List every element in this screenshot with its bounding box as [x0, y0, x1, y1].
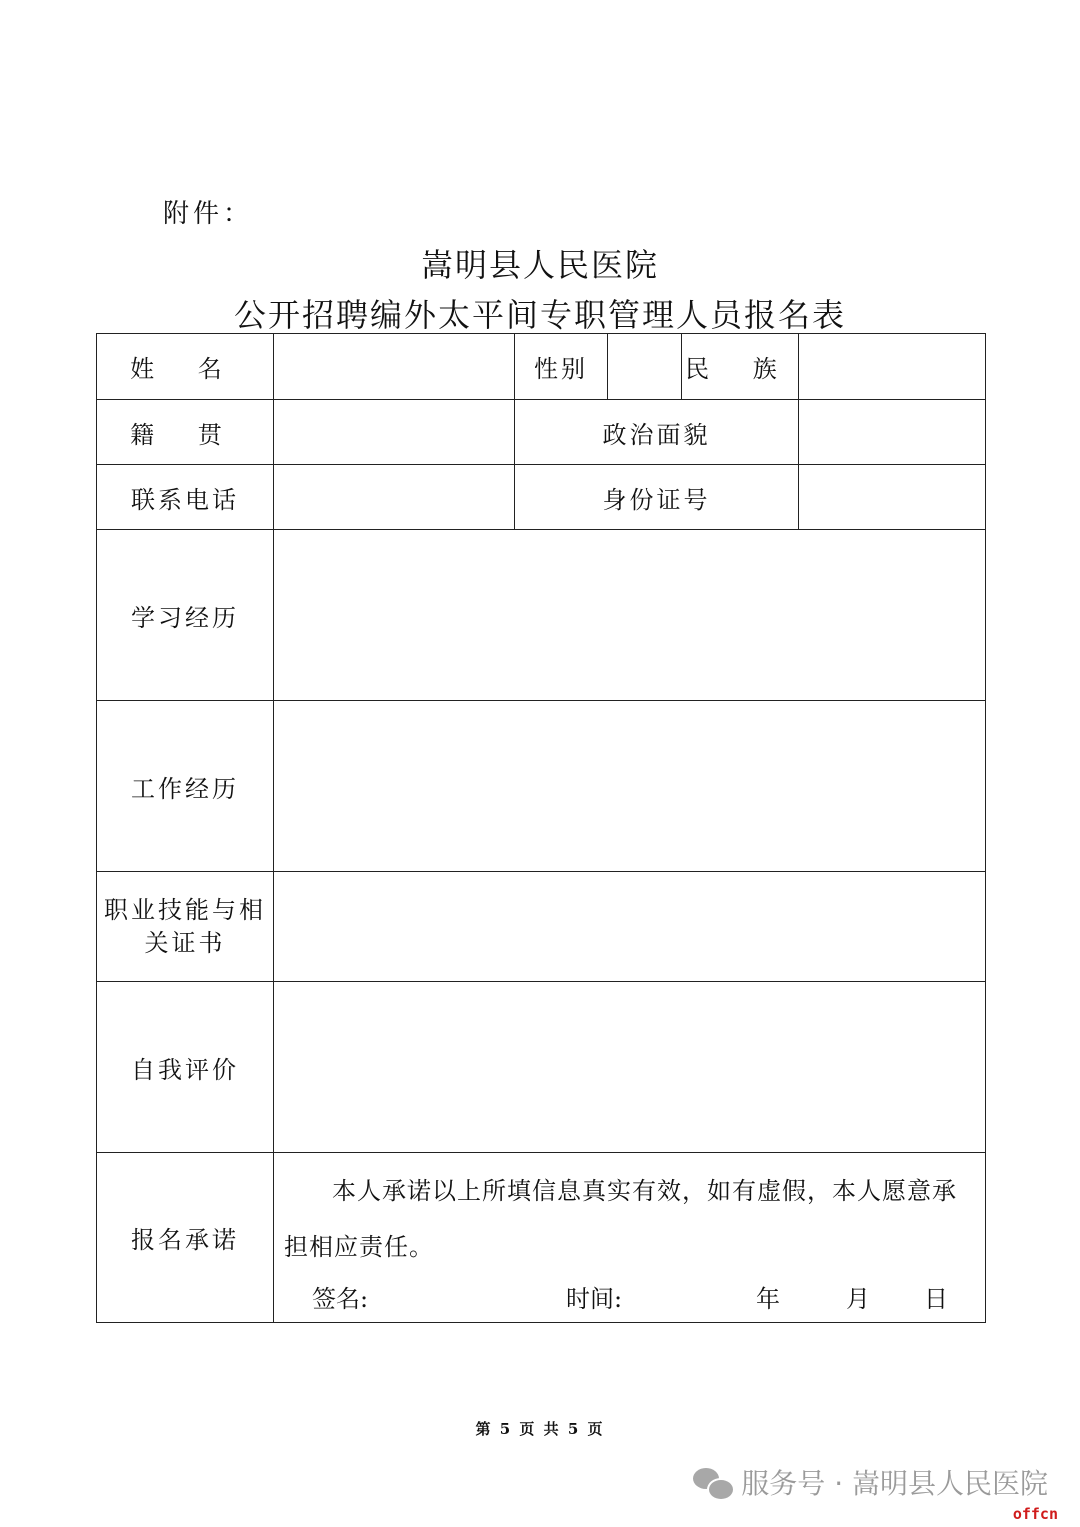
self-eval-label: 自我评价 [97, 982, 274, 1153]
year-label: 年 [756, 1285, 780, 1313]
time-label: 时间: [566, 1285, 623, 1313]
ethnicity-field[interactable] [799, 334, 986, 400]
education-field[interactable] [274, 530, 986, 701]
form-title-line1: 嵩明县人民医院 [420, 246, 659, 284]
gender-label: 性别 [515, 334, 608, 400]
id-number-label: 身份证号 [515, 465, 799, 530]
political-status-label: 政治面貌 [515, 400, 799, 465]
name-field[interactable] [274, 334, 515, 400]
phone-label: 联系电话 [97, 465, 274, 530]
wechat-icon [693, 1466, 733, 1498]
attachment-label: 附件： [163, 199, 254, 229]
skills-label [97, 872, 274, 982]
pledge-cell [274, 1153, 986, 1323]
skills-field[interactable] [274, 872, 986, 982]
gender-field[interactable] [608, 334, 682, 400]
row-self-eval [97, 982, 986, 1153]
day-label: 日 [924, 1285, 948, 1313]
row-native-place [97, 400, 986, 465]
signature-row [274, 1279, 985, 1313]
native-place-label: 籍 贯 [97, 400, 274, 465]
education-label: 学习经历 [97, 530, 274, 701]
watermark [693, 1462, 1048, 1502]
skills-label-line2: 关证书 [144, 928, 226, 957]
page-indicator: 第 5 页 共 5 页 [475, 1420, 605, 1438]
pledge-text: 本人承诺以上所填信息真实有效，如有虚假，本人愿意承担相应责任。 [284, 1177, 957, 1261]
row-skills [97, 872, 986, 982]
signature-label: 签名: [312, 1285, 369, 1313]
work-field[interactable] [274, 701, 986, 872]
native-place-field[interactable] [274, 400, 515, 465]
row-education [97, 530, 986, 701]
row-pledge [97, 1153, 986, 1323]
row-phone [97, 465, 986, 530]
month-label: 月 [846, 1285, 870, 1313]
political-status-field[interactable] [799, 400, 986, 465]
row-name [97, 334, 986, 400]
ethnicity-label: 民 族 [682, 334, 799, 400]
self-eval-field[interactable] [274, 982, 986, 1153]
work-label: 工作经历 [97, 701, 274, 872]
name-label: 姓 名 [97, 334, 274, 400]
pledge-label: 报名承诺 [97, 1153, 274, 1323]
offcn-logo: offcn [1012, 1505, 1058, 1523]
skills-label-line1: 职业技能与相 [104, 895, 266, 924]
phone-field[interactable] [274, 465, 515, 530]
row-work [97, 701, 986, 872]
registration-form-table [96, 333, 986, 1323]
id-number-field[interactable] [799, 465, 986, 530]
watermark-text: 服务号 · 嵩明县人民医院 [741, 1467, 1048, 1500]
form-title-line2: 公开招聘编外太平间专职管理人员报名表 [233, 296, 846, 334]
